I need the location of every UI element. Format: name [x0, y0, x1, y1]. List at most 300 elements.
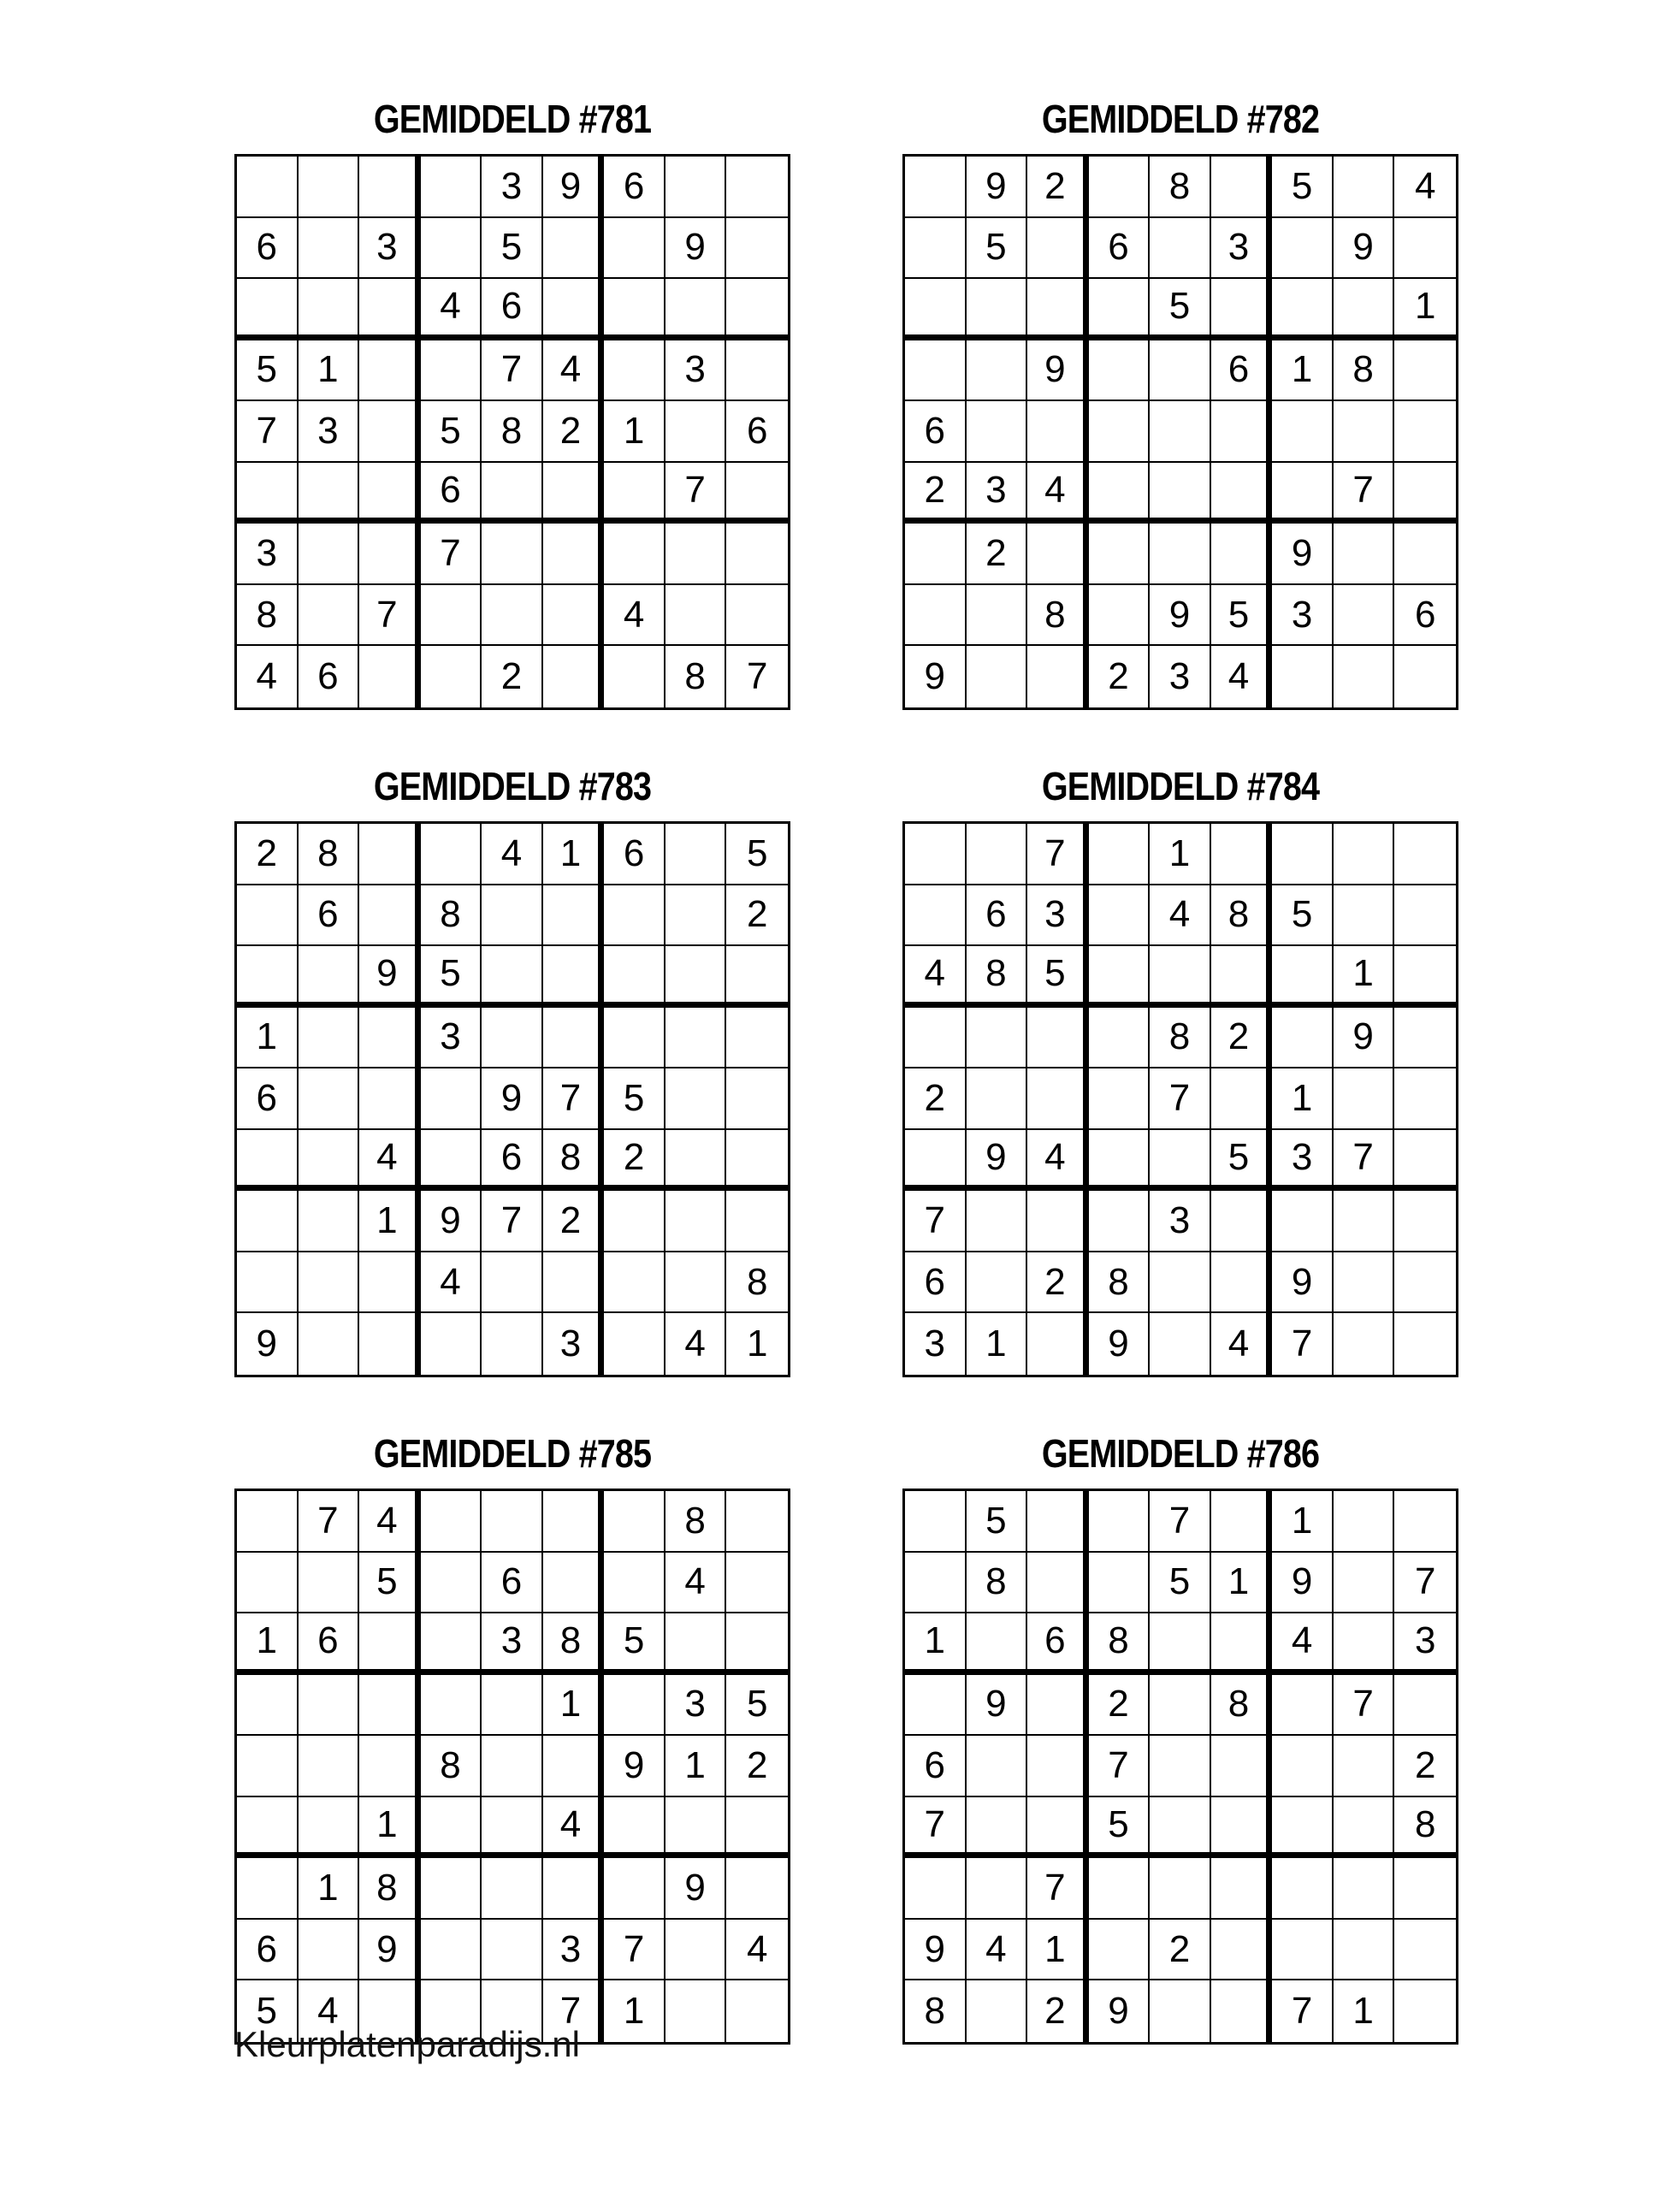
sudoku-cell: 6: [482, 279, 543, 340]
sudoku-cell: [237, 1491, 299, 1553]
sudoku-cell: 7: [543, 1980, 605, 2042]
sudoku-cell: 9: [237, 1313, 299, 1375]
sudoku-cell: 1: [1394, 279, 1456, 340]
sudoku-cell: [299, 218, 360, 280]
sudoku-cell: 3: [1150, 646, 1211, 707]
sudoku-cell: [299, 1008, 360, 1069]
sudoku-cell: 3: [665, 340, 727, 402]
sudoku-cell: [665, 524, 727, 585]
sudoku-cell: [967, 1252, 1028, 1314]
sudoku-cell: 3: [1211, 218, 1273, 280]
sudoku-cell: 3: [543, 1313, 605, 1375]
sudoku-cell: [359, 157, 421, 218]
sudoku-cell: [905, 1491, 967, 1553]
sudoku-cell: [237, 1130, 299, 1192]
sudoku-cell: [359, 646, 421, 707]
sudoku-cell: [604, 1858, 665, 1920]
sudoku-cell: [1272, 463, 1334, 524]
sudoku-cell: 8: [237, 585, 299, 647]
sudoku-cell: [1394, 824, 1456, 885]
sudoku-cell: [1394, 1980, 1456, 2042]
sudoku-cell: [1334, 1797, 1395, 1859]
sudoku-cell: 2: [1211, 1008, 1273, 1069]
sudoku-cell: 4: [1394, 157, 1456, 218]
sudoku-cell: 6: [237, 1068, 299, 1130]
sudoku-cell: [1027, 646, 1089, 707]
sudoku-cell: 3: [967, 463, 1028, 524]
sudoku-cell: [299, 946, 360, 1008]
sudoku-cell: [421, 1068, 482, 1130]
sudoku-cell: 9: [665, 218, 727, 280]
sudoku-cell: [1334, 1313, 1395, 1375]
sudoku-cell: [1334, 885, 1395, 947]
sudoku-grid: [234, 821, 790, 1377]
sudoku-cell: 5: [421, 401, 482, 463]
sudoku-cell: [604, 646, 665, 707]
sudoku-cell: [905, 1553, 967, 1614]
sudoku-cell: [1272, 1797, 1334, 1859]
sudoku-cell: [1394, 646, 1456, 707]
sudoku-cell: [359, 1313, 421, 1375]
sudoku-cell: 1: [1334, 946, 1395, 1008]
sudoku-cell: [665, 401, 727, 463]
sudoku-cell: 7: [1272, 1313, 1334, 1375]
sudoku-cell: [967, 1797, 1028, 1859]
sudoku-cell: 8: [421, 885, 482, 947]
sudoku-cell: [237, 463, 299, 524]
sudoku-cell: 5: [1272, 885, 1334, 947]
sudoku-cell: [237, 1858, 299, 1920]
sudoku-cell: 2: [1150, 1920, 1211, 1981]
sudoku-cell: [1211, 463, 1273, 524]
sudoku-cell: [1394, 1313, 1456, 1375]
sudoku-cell: [1150, 340, 1211, 402]
sudoku-cell: [482, 1797, 543, 1859]
sudoku-cell: 2: [1394, 1736, 1456, 1797]
sudoku-cell: [1211, 1191, 1273, 1252]
sudoku-cell: [1027, 1191, 1089, 1252]
sudoku-cell: [1150, 463, 1211, 524]
sudoku-cell: [1150, 946, 1211, 1008]
sudoku-cell: 4: [359, 1491, 421, 1553]
sudoku-cell: 9: [421, 1191, 482, 1252]
sudoku-cell: 7: [543, 1068, 605, 1130]
sudoku-cell: 5: [967, 218, 1028, 280]
sudoku-cell: [726, 218, 788, 280]
sudoku-cell: [299, 1068, 360, 1130]
sudoku-cell: 1: [1027, 1920, 1089, 1981]
sudoku-cell: 6: [421, 463, 482, 524]
sudoku-cell: 7: [1272, 1980, 1334, 2042]
sudoku-cell: 1: [1272, 1491, 1334, 1553]
sudoku-cell: [299, 463, 360, 524]
sudoku-cell: [299, 524, 360, 585]
sudoku-cell: [1394, 524, 1456, 585]
sudoku-cell: 6: [967, 885, 1028, 947]
sudoku-cell: [1334, 1553, 1395, 1614]
sudoku-cell: [604, 463, 665, 524]
sudoku-cell: 9: [967, 1675, 1028, 1737]
sudoku-cell: 1: [359, 1797, 421, 1859]
sudoku-cell: [1272, 218, 1334, 280]
sudoku-cell: [604, 279, 665, 340]
sudoku-cell: 5: [482, 218, 543, 280]
sudoku-cell: 6: [1394, 585, 1456, 647]
sudoku-cell: [967, 279, 1028, 340]
sudoku-cell: [1334, 1252, 1395, 1314]
sudoku-cell: [359, 463, 421, 524]
sudoku-cell: 4: [967, 1920, 1028, 1981]
sudoku-cell: [237, 1252, 299, 1314]
sudoku-cell: 7: [482, 1191, 543, 1252]
sudoku-cell: 4: [665, 1313, 727, 1375]
sudoku-cell: 5: [1150, 279, 1211, 340]
sudoku-cell: 2: [905, 463, 967, 524]
sudoku-cell: [665, 279, 727, 340]
sudoku-cell: 2: [543, 401, 605, 463]
sudoku-cell: [482, 1736, 543, 1797]
sudoku-cell: 3: [905, 1313, 967, 1375]
sudoku-cell: 4: [665, 1553, 727, 1614]
sudoku-cell: [726, 1980, 788, 2042]
sudoku-cell: 1: [1272, 1068, 1334, 1130]
sudoku-cell: [482, 885, 543, 947]
sudoku-cell: [299, 1675, 360, 1737]
sudoku-cell: 3: [1027, 885, 1089, 947]
sudoku-cell: [421, 585, 482, 647]
sudoku-cell: [1089, 824, 1151, 885]
sudoku-cell: 4: [543, 340, 605, 402]
sudoku-cell: [1334, 1068, 1395, 1130]
sudoku-cell: [1334, 585, 1395, 647]
sudoku-cell: [1394, 340, 1456, 402]
sudoku-cell: [299, 1920, 360, 1981]
sudoku-cell: [1089, 585, 1151, 647]
sudoku-cell: 4: [482, 824, 543, 885]
sudoku-cell: 6: [299, 1613, 360, 1675]
sudoku-cell: [1150, 218, 1211, 280]
sudoku-cell: 4: [726, 1920, 788, 1981]
sudoku-cell: 2: [1089, 1675, 1151, 1737]
sudoku-cell: [1394, 1858, 1456, 1920]
sudoku-cell: [1394, 1920, 1456, 1981]
sudoku-cell: 9: [359, 946, 421, 1008]
sudoku-cell: [665, 1191, 727, 1252]
sudoku-cell: [1394, 885, 1456, 947]
sudoku-cell: [1334, 1858, 1395, 1920]
sudoku-cell: [543, 1491, 605, 1553]
sudoku-cell: [604, 1313, 665, 1375]
sudoku-cell: 2: [482, 646, 543, 707]
sudoku-cell: [604, 1491, 665, 1553]
sudoku-cell: 8: [1150, 1008, 1211, 1069]
sudoku-cell: [237, 279, 299, 340]
sudoku-cell: [1272, 646, 1334, 707]
sudoku-cell: [421, 1920, 482, 1981]
sudoku-cell: 8: [543, 1613, 605, 1675]
sudoku-cell: [482, 1008, 543, 1069]
sudoku-cell: 3: [1272, 585, 1334, 647]
sudoku-cell: 7: [1027, 1858, 1089, 1920]
sudoku-cell: 3: [1394, 1613, 1456, 1675]
sudoku-cell: [1211, 1858, 1273, 1920]
sudoku-cell: [543, 218, 605, 280]
sudoku-cell: [237, 885, 299, 947]
sudoku-cell: 3: [237, 524, 299, 585]
sudoku-cell: [905, 279, 967, 340]
sudoku-cell: [299, 1553, 360, 1614]
sudoku-cell: 4: [1211, 1313, 1273, 1375]
sudoku-cell: [604, 340, 665, 402]
sudoku-cell: 9: [665, 1858, 727, 1920]
sudoku-cell: [1211, 824, 1273, 885]
sudoku-cell: 5: [237, 1980, 299, 2042]
sudoku-cell: 5: [1089, 1797, 1151, 1859]
puzzle-title: GEMIDDELD #782: [1041, 97, 1320, 141]
sudoku-cell: [1334, 1613, 1395, 1675]
sudoku-cell: 4: [1027, 463, 1089, 524]
sudoku-cell: 6: [237, 1920, 299, 1981]
sudoku-cell: [1272, 279, 1334, 340]
sudoku-cell: [359, 279, 421, 340]
sudoku-cell: 1: [299, 1858, 360, 1920]
sudoku-cell: 7: [746, 655, 768, 698]
sudoku-cell: 6: [237, 218, 299, 280]
sudoku-cell: [421, 646, 482, 707]
sudoku-cell: 8: [299, 824, 360, 885]
sudoku-cell: 5: [1211, 1130, 1273, 1192]
sudoku-cell: [1211, 1736, 1273, 1797]
sudoku-cell: [967, 646, 1028, 707]
sudoku-cell: [1334, 646, 1395, 707]
sudoku-cell: [665, 946, 727, 1008]
sudoku-cell: 6: [299, 885, 360, 947]
sudoku-cell: 6: [482, 1130, 543, 1192]
sudoku-cell: [905, 885, 967, 947]
sudoku-cell: [1089, 946, 1151, 1008]
sudoku-cell: 5: [1027, 946, 1089, 1008]
sudoku-cell: [359, 1068, 421, 1130]
sudoku-cell: [905, 340, 967, 402]
sudoku-cell: [1272, 946, 1334, 1008]
sudoku-cell: [421, 1797, 482, 1859]
sudoku-cell: 3: [421, 1008, 482, 1069]
sudoku-cell: [726, 340, 788, 402]
sudoku-cell: [905, 157, 967, 218]
sudoku-cell: 8: [1027, 585, 1089, 647]
sudoku-cell: 3: [665, 1675, 727, 1737]
sudoku-cell: 9: [905, 1920, 967, 1981]
sudoku-cell: [543, 885, 605, 947]
sudoku-cell: [421, 1613, 482, 1675]
sudoku-cell: [421, 1491, 482, 1553]
sudoku-cell: [1211, 1920, 1273, 1981]
sudoku-cell: [1272, 1920, 1334, 1981]
sudoku-cell: [421, 340, 482, 402]
sudoku-cell: [543, 1252, 605, 1314]
sudoku-cell: [237, 1191, 299, 1252]
sudoku-cell: 3: [543, 1920, 605, 1981]
sudoku-cell: 3: [1272, 1130, 1334, 1192]
sudoku-cell: [1027, 218, 1089, 280]
sudoku-cell: [482, 524, 543, 585]
sudoku-grid: [902, 1489, 1458, 2045]
sudoku-cell: 5: [1150, 1553, 1211, 1614]
sudoku-cell: [1027, 401, 1089, 463]
sudoku-cell: [967, 1068, 1028, 1130]
sudoku-cell: [1334, 1736, 1395, 1797]
sudoku-cell: 9: [1334, 218, 1395, 280]
sudoku-cell: 7: [1089, 1736, 1151, 1797]
sudoku-cell: 7: [1027, 824, 1089, 885]
sudoku-cell: [482, 1858, 543, 1920]
sudoku-cell: 1: [1150, 824, 1211, 885]
sudoku-cell: [299, 1191, 360, 1252]
sudoku-grid: [234, 154, 790, 710]
sudoku-cell: 4: [421, 279, 482, 340]
sudoku-cell: 4: [237, 646, 299, 707]
sudoku-cell: 8: [1334, 340, 1395, 402]
sudoku-cell: [905, 1008, 967, 1069]
sudoku-cell: 2: [1027, 157, 1089, 218]
sudoku-cell: 7: [299, 1491, 360, 1553]
sudoku-cell: 7: [665, 463, 727, 524]
sudoku-cell: [1089, 1491, 1151, 1553]
sudoku-cell: [1211, 1980, 1273, 2042]
sudoku-cell: [726, 1191, 788, 1252]
sudoku-cell: [1272, 1858, 1334, 1920]
sudoku-cell: [1089, 1858, 1151, 1920]
sudoku-cell: 8: [665, 646, 727, 707]
sudoku-cell: [967, 1980, 1028, 2042]
sudoku-cell: [1211, 157, 1273, 218]
sudoku-cell: [1027, 1008, 1089, 1069]
sudoku-cell: [665, 1130, 727, 1192]
sudoku-cell: [1027, 1675, 1089, 1737]
sudoku-cell: [299, 1252, 360, 1314]
site-footer-link[interactable]: Kleurplatenparadijs.nl: [234, 2024, 580, 2064]
sudoku-cell: [1211, 1068, 1273, 1130]
sudoku-cell: 2: [967, 524, 1028, 585]
sudoku-cell: 8: [726, 1252, 788, 1314]
sudoku-cell: [1272, 824, 1334, 885]
sudoku-cell: [543, 1553, 605, 1614]
sudoku-cell: [726, 1068, 788, 1130]
sudoku-cell: [726, 1008, 788, 1069]
sudoku-cell: [726, 1613, 788, 1675]
sudoku-cell: [604, 1191, 665, 1252]
sudoku-cell: [1089, 1191, 1151, 1252]
sudoku-cell: [543, 646, 605, 707]
sudoku-cell: [665, 1252, 727, 1314]
sudoku-cell: [665, 885, 727, 947]
sudoku-cell: 1: [905, 1613, 967, 1675]
sudoku-cell: 8: [421, 1736, 482, 1797]
sudoku-cell: 4: [1150, 885, 1211, 947]
sudoku-cell: 1: [1211, 1553, 1273, 1614]
sudoku-cell: 6: [1211, 340, 1273, 402]
sudoku-cell: 6: [1089, 218, 1151, 280]
sudoku-cell: [604, 1252, 665, 1314]
sudoku-cell: 9: [1334, 1008, 1395, 1069]
sudoku-cell: [726, 1130, 788, 1192]
sudoku-cell: [1394, 946, 1456, 1008]
sudoku-cell: 1: [359, 1191, 421, 1252]
sudoku-cell: 5: [1211, 585, 1273, 647]
sudoku-cell: [1334, 157, 1395, 218]
sudoku-cell: [604, 1797, 665, 1859]
sudoku-cell: [1089, 279, 1151, 340]
sudoku-cell: 3: [482, 157, 543, 218]
sudoku-cell: [1211, 946, 1273, 1008]
sudoku-cell: [1089, 340, 1151, 402]
sudoku-cell: [1394, 1130, 1456, 1192]
sudoku-cell: [1089, 885, 1151, 947]
sudoku-cell: [1150, 1797, 1211, 1859]
sudoku-cell: [1334, 1491, 1395, 1553]
sudoku-cell: 7: [1150, 1068, 1211, 1130]
sudoku-cell: [1272, 1191, 1334, 1252]
sudoku-cell: [1211, 1797, 1273, 1859]
sudoku-cell: [1394, 1675, 1456, 1737]
sudoku-cell: [726, 1491, 788, 1553]
sudoku-cell: 2: [237, 824, 299, 885]
sudoku-cell: [543, 1858, 605, 1920]
sudoku-cell: 2: [604, 1130, 665, 1192]
sudoku-cell: 8: [1150, 157, 1211, 218]
sudoku-grid: [902, 821, 1458, 1377]
sudoku-cell: [1089, 463, 1151, 524]
sudoku-cell: [1394, 1068, 1456, 1130]
sudoku-cell: 8: [1394, 1797, 1456, 1859]
sudoku-cell: [665, 1920, 727, 1981]
sudoku-cell: 7: [1334, 1675, 1395, 1737]
sudoku-cell: [1334, 279, 1395, 340]
sudoku-cell: 4: [905, 946, 967, 1008]
sudoku-cell: 8: [1211, 1675, 1273, 1737]
sudoku-cell: 5: [726, 824, 788, 885]
sudoku-cell: [359, 1736, 421, 1797]
sudoku-cell: [482, 1313, 543, 1375]
sudoku-cell: [1027, 1491, 1089, 1553]
sudoku-cell: [967, 1191, 1028, 1252]
sudoku-cell: 2: [726, 1736, 788, 1797]
sudoku-cell: [604, 218, 665, 280]
sudoku-cell: [359, 824, 421, 885]
sudoku-cell: [543, 1736, 605, 1797]
sudoku-cell: [665, 1068, 727, 1130]
sudoku-cell: [726, 1797, 788, 1859]
sudoku-cell: [1394, 401, 1456, 463]
sudoku-cell: [482, 1675, 543, 1737]
sudoku-cell: [299, 279, 360, 340]
sudoku-cell: [1089, 1008, 1151, 1069]
sudoku-cell: 2: [905, 1068, 967, 1130]
puzzle-title: GEMIDDELD #786: [1041, 1431, 1320, 1476]
sudoku-cell: [1027, 1068, 1089, 1130]
sudoku-cell: [421, 218, 482, 280]
sudoku-cell: 8: [967, 1553, 1028, 1614]
sudoku-cell: [1211, 1491, 1273, 1553]
puzzle-title: GEMIDDELD #783: [373, 764, 652, 808]
sudoku-cell: [967, 401, 1028, 463]
sudoku-cell: [1272, 1736, 1334, 1797]
sudoku-cell: [543, 524, 605, 585]
puzzle-title: GEMIDDELD #785: [373, 1431, 652, 1476]
sudoku-cell: [237, 1553, 299, 1614]
sudoku-cell: [421, 1130, 482, 1192]
sudoku-grid: [902, 154, 1458, 710]
